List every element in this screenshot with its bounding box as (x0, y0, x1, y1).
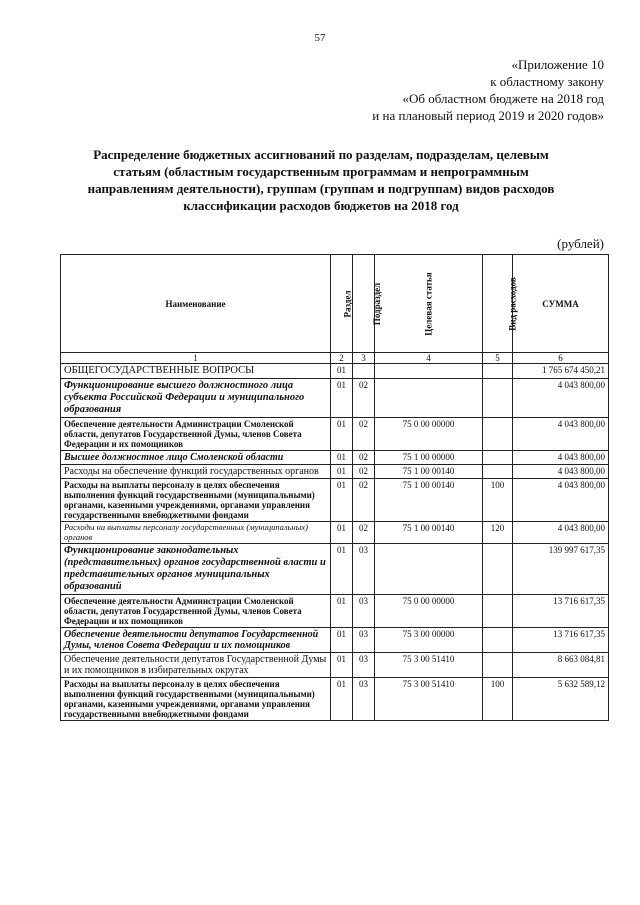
row-sum: 5 632 589,12 (513, 678, 609, 721)
row-section: 01 (331, 451, 353, 465)
row-kind (483, 595, 513, 628)
appendix-header (372, 56, 604, 124)
colnum-6: 6 (513, 353, 609, 364)
table-row (61, 522, 609, 544)
row-section: 01 (331, 522, 353, 544)
title-line-4: классификации расходов бюджетов на 2018 год (183, 198, 459, 213)
row-name: Расходы на выплаты персоналу государственных (муниципальных) органов (61, 522, 331, 544)
row-kind (483, 544, 513, 595)
column-number-row (61, 353, 609, 364)
row-subsection: 03 (353, 678, 375, 721)
row-name: ОБЩЕГОСУДАРСТВЕННЫЕ ВОПРОСЫ (61, 364, 331, 379)
row-kind (483, 653, 513, 678)
row-name: Функционирование высшего должностного лица субъекта Российской Федерации и муниципального образования (61, 379, 331, 418)
appendix-line-3: «Об областном бюджете на 2018 год (402, 91, 604, 106)
document-title (48, 146, 594, 214)
row-subsection: 03 (353, 628, 375, 653)
table-row (61, 418, 609, 451)
row-kind: 100 (483, 678, 513, 721)
row-sum: 4 043 800,00 (513, 418, 609, 451)
row-name: Расходы на выплаты персоналу в целях обеспечения выполнения функций государственными (муниципальными) органами, казенными учреждениями, органами управления государственными внебюджетными фондами (61, 678, 331, 721)
title-line-3: направлениям деятельности), группам (группам и подгруппам) видов расходов (87, 181, 555, 196)
row-section: 01 (331, 653, 353, 678)
row-subsection: 03 (353, 653, 375, 678)
row-target: 75 1 00 00140 (375, 479, 483, 522)
row-section: 01 (331, 465, 353, 479)
table-body (61, 364, 609, 721)
row-sum: 139 997 617,35 (513, 544, 609, 595)
row-name: Расходы на выплаты персоналу в целях обеспечения выполнения функций государственными (муниципальными) органами, казенными учреждениями, органами управления государственными внебюджетными фондами (61, 479, 331, 522)
row-target: 75 1 00 00140 (375, 522, 483, 544)
row-target: 75 0 00 00000 (375, 595, 483, 628)
row-subsection (353, 364, 375, 379)
header-kind: Вид расходов (483, 255, 513, 353)
colnum-2: 2 (331, 353, 353, 364)
table-row (61, 678, 609, 721)
table-row (61, 544, 609, 595)
row-subsection: 02 (353, 379, 375, 418)
row-sum: 4 043 800,00 (513, 479, 609, 522)
row-sum: 13 716 617,35 (513, 595, 609, 628)
row-name: Расходы на обеспечение функций государственных органов (61, 465, 331, 479)
budget-table (60, 254, 609, 721)
row-target: 75 1 00 00000 (375, 451, 483, 465)
row-name: Обеспечение деятельности Администрации Смоленской области, депутатов Государственной Думы, членов Совета Федерации и их помощников (61, 418, 331, 451)
row-target (375, 364, 483, 379)
page-number: 57 (314, 32, 326, 44)
row-section: 01 (331, 479, 353, 522)
row-target: 75 3 00 51410 (375, 653, 483, 678)
row-kind: 120 (483, 522, 513, 544)
colnum-4: 4 (375, 353, 483, 364)
table-row (61, 364, 609, 379)
row-kind (483, 451, 513, 465)
table-row (61, 653, 609, 678)
title-line-1: Распределение бюджетных ассигнований по разделам, подразделам, целевым (93, 147, 549, 162)
row-sum: 4 043 800,00 (513, 522, 609, 544)
row-kind (483, 379, 513, 418)
row-kind (483, 364, 513, 379)
row-target: 75 0 00 00000 (375, 418, 483, 451)
row-kind (483, 465, 513, 479)
header-section: Раздел (331, 255, 353, 353)
units-label: (рублей) (557, 236, 604, 251)
row-subsection: 02 (353, 451, 375, 465)
appendix-line-2: к областному закону (490, 74, 604, 89)
row-name: Функционирование законодательных (представительных) органов государственной власти и представительных органов муниципальных образований (61, 544, 331, 595)
row-section: 01 (331, 678, 353, 721)
row-kind: 100 (483, 479, 513, 522)
header-target: Целевая статья (375, 255, 483, 353)
row-subsection: 02 (353, 418, 375, 451)
row-kind (483, 628, 513, 653)
row-name: Высшее должностное лицо Смоленской области (61, 451, 331, 465)
appendix-line-1: «Приложение 10 (511, 57, 604, 72)
row-sum: 8 663 084,81 (513, 653, 609, 678)
row-subsection: 03 (353, 595, 375, 628)
row-subsection: 02 (353, 522, 375, 544)
row-target (375, 544, 483, 595)
row-target: 75 3 00 51410 (375, 678, 483, 721)
header-sum: СУММА (513, 255, 609, 353)
row-name: Обеспечение деятельности депутатов Государственной Думы, членов Совета Федерации и их помощников (61, 628, 331, 653)
table-row (61, 451, 609, 465)
table-row (61, 465, 609, 479)
row-sum: 1 765 674 450,21 (513, 364, 609, 379)
row-subsection: 03 (353, 544, 375, 595)
row-name: Обеспечение деятельности Администрации Смоленской области, депутатов Государственной Думы, членов Совета Федерации и их помощников (61, 595, 331, 628)
table-row (61, 479, 609, 522)
title-line-2: статьям (областным государственным программам и непрограммным (113, 164, 529, 179)
row-sum: 4 043 800,00 (513, 465, 609, 479)
row-section: 01 (331, 595, 353, 628)
header-subsection: Подраздел (353, 255, 375, 353)
table-row (61, 595, 609, 628)
row-name: Обеспечение деятельности депутатов Государственной Думы и их помощников в избирательных округах (61, 653, 331, 678)
row-section: 01 (331, 544, 353, 595)
table-header-row (61, 255, 609, 353)
row-kind (483, 418, 513, 451)
colnum-3: 3 (353, 353, 375, 364)
row-subsection: 02 (353, 479, 375, 522)
colnum-1: 1 (61, 353, 331, 364)
row-target: 75 3 00 00000 (375, 628, 483, 653)
row-section: 01 (331, 418, 353, 451)
table-row (61, 628, 609, 653)
row-sum: 13 716 617,35 (513, 628, 609, 653)
row-sum: 4 043 800,00 (513, 379, 609, 418)
row-subsection: 02 (353, 465, 375, 479)
header-name: Наименование (61, 255, 331, 353)
row-section: 01 (331, 364, 353, 379)
table-row (61, 379, 609, 418)
appendix-line-4: и на плановый период 2019 и 2020 годов» (372, 108, 604, 123)
row-target (375, 379, 483, 418)
row-target: 75 1 00 00140 (375, 465, 483, 479)
colnum-5: 5 (483, 353, 513, 364)
row-section: 01 (331, 628, 353, 653)
row-sum: 4 043 800,00 (513, 451, 609, 465)
row-section: 01 (331, 379, 353, 418)
